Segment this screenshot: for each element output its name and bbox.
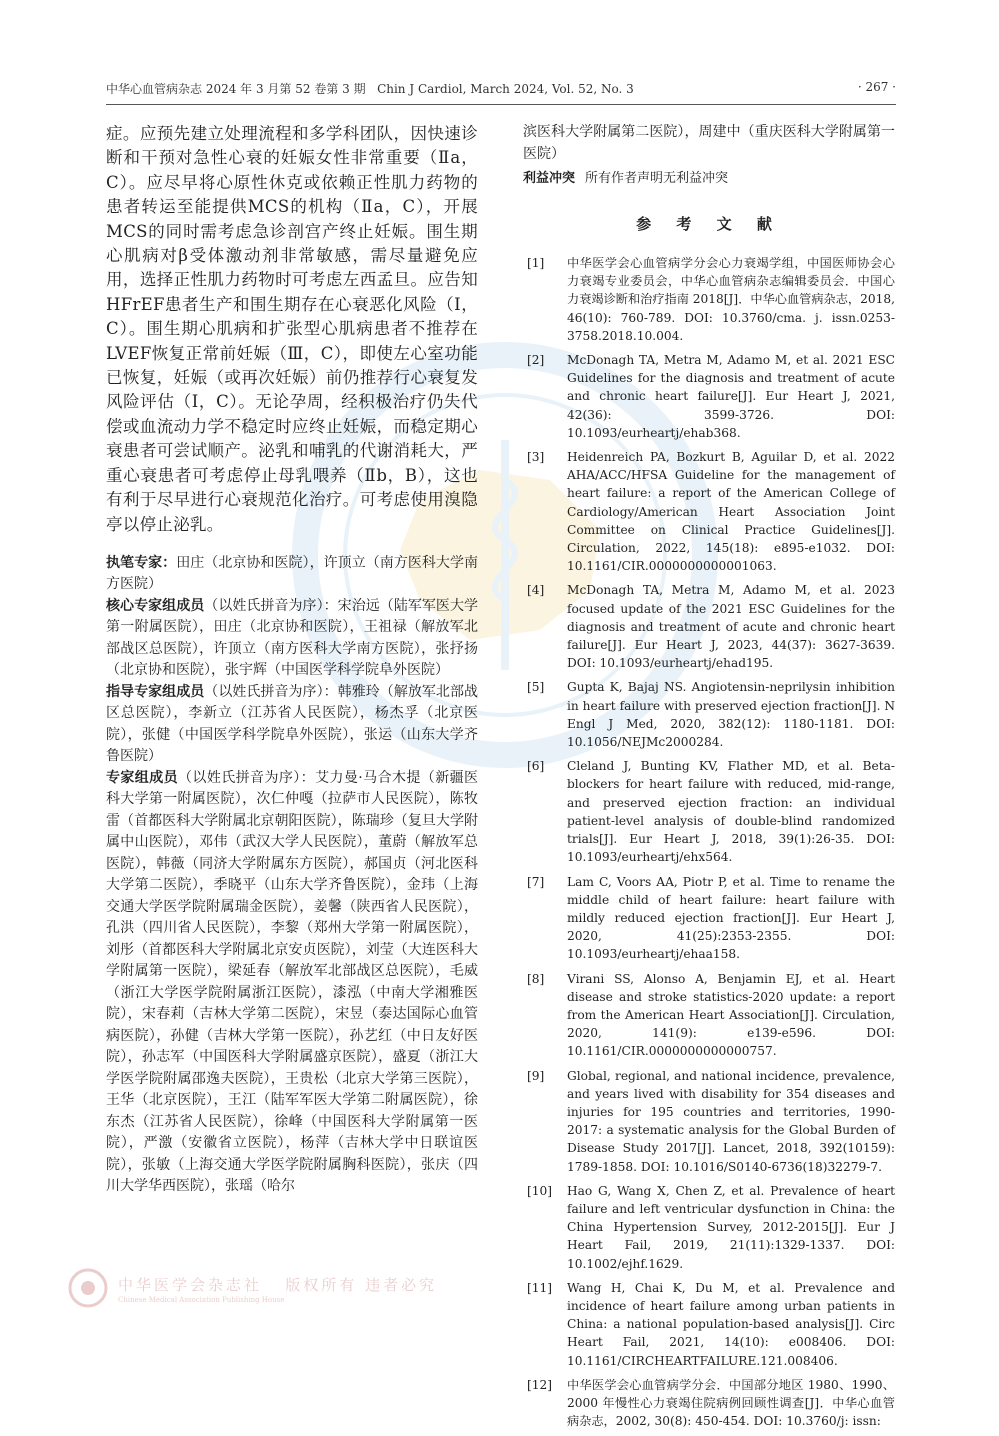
reference-number: [6] [527, 759, 545, 774]
reference-item [523, 678, 895, 751]
reference-item [523, 581, 895, 672]
reference-item [523, 757, 895, 866]
reference-text: Lam C, Voors AA, Piotr P, et al. Time to rename the middle child of heart failure: heart failure with mildly reduced ejection fraction[J]. Eur Heart J, 2020, 41(25):2353-2355. DOI: 10.1093/eurheartj/ehaa158. [567, 874, 895, 962]
guide-experts: 指导专家组成员（以姓氏拼音为序）：韩雅玲（解放军北部战区总医院），李新立（江苏省人民医院），杨杰孚（北京医院），张健（中国医学科学院阜外医院），张运（山东大学齐鲁医院） [106, 683, 479, 765]
expert-list [106, 553, 478, 1198]
reference-number: [10] [527, 1183, 553, 1198]
reference-number: [7] [527, 874, 545, 889]
reference-item [523, 254, 895, 345]
reference-text: 中华医学会心血管病学分会．中国部分地区 1980、1990、2000 年慢性心力衰竭住院病例回顾性调查[J]．中华心血管病杂志，2002, 30(8): 450-454. DOI: 10.3760/j: issn: [567, 1377, 895, 1429]
reference-item [523, 1376, 895, 1431]
running-header [106, 80, 896, 102]
reference-item [523, 1067, 895, 1176]
core-experts: 核心专家组成员（以姓氏拼音为序）：宋治远（陆军军医大学第一附属医院），田庄（北京协和医院），王祖禄（解放军北部战区总医院），许顶立（南方医科大学南方医院），张抒扬（北京协和医院），张宇辉（中国医学科学院阜外医院） [106, 597, 479, 679]
reference-text: McDonagh TA, Metra M, Adamo M, et al. 2021 ESC Guidelines for the diagnosis and treatment of acute and chronic heart failure[J]. Eur Heart J, 2021, 42(36): 3599-3726. DOI: 10.1093/eurheartj/ehab368. [567, 353, 895, 440]
publisher-name-en: Chinese Medical Association Publishing House [118, 1296, 285, 1304]
member-experts-continued: 滨医科大学附属第二医院），周建中（重庆医科大学附属第一医院） [523, 124, 895, 162]
left-column [106, 122, 478, 1198]
journal-citation: 中华心血管病杂志 2024 年 3 月第 52 卷第 3 期 Chin J Cardiol, March 2024, Vol. 52, No. 3 [106, 82, 634, 96]
reference-text: Wang H, Chai K, Du M, et al. Prevalence and incidence of heart failure among urban patients in China: a national population-based analysis[J]. Circ Heart Fail, 2021, 14(10): e008406. DOI: 10.1161/CIRCHEARTFAILURE.121.008406. [567, 1280, 895, 1368]
reference-list [523, 254, 895, 1430]
page-number: · 267 · [857, 80, 896, 94]
reference-text: 中华医学会心血管病学分会心力衰竭学组，中国医师协会心力衰竭专业委员会，中华心血管病杂志编辑委员会．中国心力衰竭诊断和治疗指南 2018[J]．中华心血管病杂志，2018, 46(10): 760-789. DOI: 10.3760/cma. j. issn.0253-3758.2018.10.004. [567, 256, 895, 343]
reference-number: [5] [527, 680, 545, 695]
body-paragraph: 症。应预先建立处理流程和多学科团队，因快速诊断和干预对急性心衰的妊娠女性非常重要（Ⅱa，C）。应尽早将心原性休克或依赖正性肌力药物的患者转运至能提供MCS的机构（Ⅱa，C），开展MCS的同时需考虑急诊剖宫产终止妊娠。围生期心肌病对β受体激动剂非常敏感，需尽量避免应用，选择正性肌力药物时可考虑左西孟旦。应告知HFrEF患者生产和围生期存在心衰恶化风险（Ⅰ，C）。围生期心肌病和扩张型心肌病患者不推荐在LVEF恢复正常前妊娠（Ⅲ，C），即使左心室功能已恢复，妊娠（或再次妊娠）前仍推荐行心衰复发风险评估（Ⅰ，C）。无论孕周，经积极治疗仍失代偿或血流动力学不稳定时应终止妊娠，而稳定期心衰患者可尝试顺产。泌乳和哺乳的代谢消耗大，严重心衰患者可考虑停止母乳喂养（Ⅱb，B），这也有利于尽早进行心衰规范化治疗。可考虑使用溴隐亭以停止泌乳。 [106, 124, 478, 534]
member-experts: 专家组成员（以姓氏拼音为序）：艾力曼·马合木提（新疆医科大学第一附属医院），次仁仲嘎（拉萨市人民医院），陈牧雷（首都医科大学附属北京朝阳医院），陈瑞珍（复旦大学附属中山医院），邓伟（武汉大学人民医院），董蔚（解放军总医院），韩薇（同济大学附属东方医院），郝国贞（河北医科大学第二医院），季晓平（山东大学齐鲁医院），金玮（上海交通大学医学院附属瑞金医院），姜馨（陕西省人民医院），孔洪（四川省人民医院），李黎（郑州大学第一附属医院），刘彤（首都医科大学附属北京安贞医院），刘莹（大连医科大学附属第一医院），梁延春（解放军北部战区总医院），毛威（浙江大学医学院附属浙江医院），漆泓（中南大学湘雅医院），宋春莉（吉林大学第二医院），宋昱（泰达国际心血管病医院），孙健（吉林大学第一医院），孙艺红（中日友好医院），孙志军（中国医科大学附属盛京医院），盛夏（浙江大学医学院附属邵逸夫医院），王贵松（北京大学第三医院），王华（北京医院），王江（陆军军医大学第二附属医院），徐东杰（江苏省人民医院），徐峰（中国医科大学附属第一医院），严激（安徽省立医院），杨萍（吉林大学中日联谊医院），张敏（上海交通大学医学院附属胸科医院），张庆（四川大学华西医院），张瑶（哈尔 [106, 769, 478, 1195]
reference-item [523, 1182, 895, 1273]
reference-number: [11] [527, 1280, 553, 1295]
reference-item [523, 970, 895, 1061]
publisher-emblem-icon [66, 1266, 110, 1310]
publisher-name: 中华医学会杂志社 版权所有 违者必究 [118, 1276, 438, 1294]
reference-number: [12] [527, 1377, 553, 1392]
reference-number: [4] [527, 583, 545, 598]
reference-text: Cleland J, Bunting KV, Flather MD, et al. Beta-blockers for heart failure with reduced, mid-range, and preserved ejection fraction: an individual patient-level analysis of double-blind randomized trials[J]. Eur Heart J, 2018, 39(1):26-35. DOI: 10.1093/eurheartj/ehx564. [567, 759, 895, 865]
right-column [523, 122, 895, 1436]
reference-item [523, 351, 895, 442]
reference-number: [3] [527, 450, 545, 465]
reference-item [523, 448, 895, 575]
reference-number: [1] [527, 256, 545, 270]
reference-text: Virani SS, Alonso A, Benjamin EJ, et al. Heart disease and stroke statistics-2020 update: a report from the American Heart Association[J]. Circulation, 2020, 141(9): e139-e596. DOI: 10.1161/CIR.0000000000000757. [567, 971, 895, 1059]
lead-experts: 执笔专家：田庄（北京协和医院），许顶立（南方医科大学南方医院） [106, 554, 479, 593]
reference-text: Gupta K, Bajaj NS. Angiotensin-neprilysin inhibition in heart failure with preserved ejection fraction[J]. N Engl J Med, 2020, 382(12): 1180-1181. DOI: 10.1056/NEJMc2000284. [567, 680, 895, 750]
header-rule [106, 104, 896, 105]
reference-item [523, 873, 895, 964]
conflict-of-interest: 利益冲突 所有作者声明无利益冲突 [523, 171, 729, 186]
reference-text: Global, regional, and national incidence, prevalence, and years lived with disability for 354 diseases and injuries for 195 countries and territories, 1990-2017: a systematic analysis for the Global Burden of Disease Study 2017[J]. Lancet, 2018, 392(10159): 1789-1858. DOI: 10.1016/S0140-6736(18)32279-7. [567, 1068, 895, 1174]
reference-item [523, 1279, 895, 1370]
reference-number: [2] [527, 353, 545, 368]
reference-text: Heidenreich PA, Bozkurt B, Aguilar D, et al. 2022 AHA/ACC/HFSA Guideline for the management of heart failure: a report of the American College of Cardiology/American Heart Association Joint Committee on Clinical Practice Guidelines[J]. Circulation, 2022, 145(18): e895-e1032. DOI: 10.1161/CIR.0000000000001063. [567, 450, 895, 574]
publisher-logo [66, 1266, 496, 1316]
reference-number: [9] [527, 1068, 545, 1083]
reference-text: McDonagh TA, Metra M, Adamo M, et al. 2023 focused update of the 2021 ESC Guidelines for the diagnosis and treatment of acute and chronic heart failure[J]. Eur Heart J, 2023, 44(37): 3627-3639. DOI: 10.1093/eurheartj/ehad195. [567, 583, 895, 671]
reference-number: [8] [527, 971, 545, 986]
references-heading: 参 考 文 献 [636, 215, 782, 233]
reference-text: Hao G, Wang X, Chen Z, et al. Prevalence of heart failure and left ventricular dysfunction in China: the China Hypertension Survey, 2012-2015[J]. Eur J Heart Fail, 2019, 21(11):1329-1337. DOI: 10.1002/ejhf.1629. [567, 1183, 895, 1271]
